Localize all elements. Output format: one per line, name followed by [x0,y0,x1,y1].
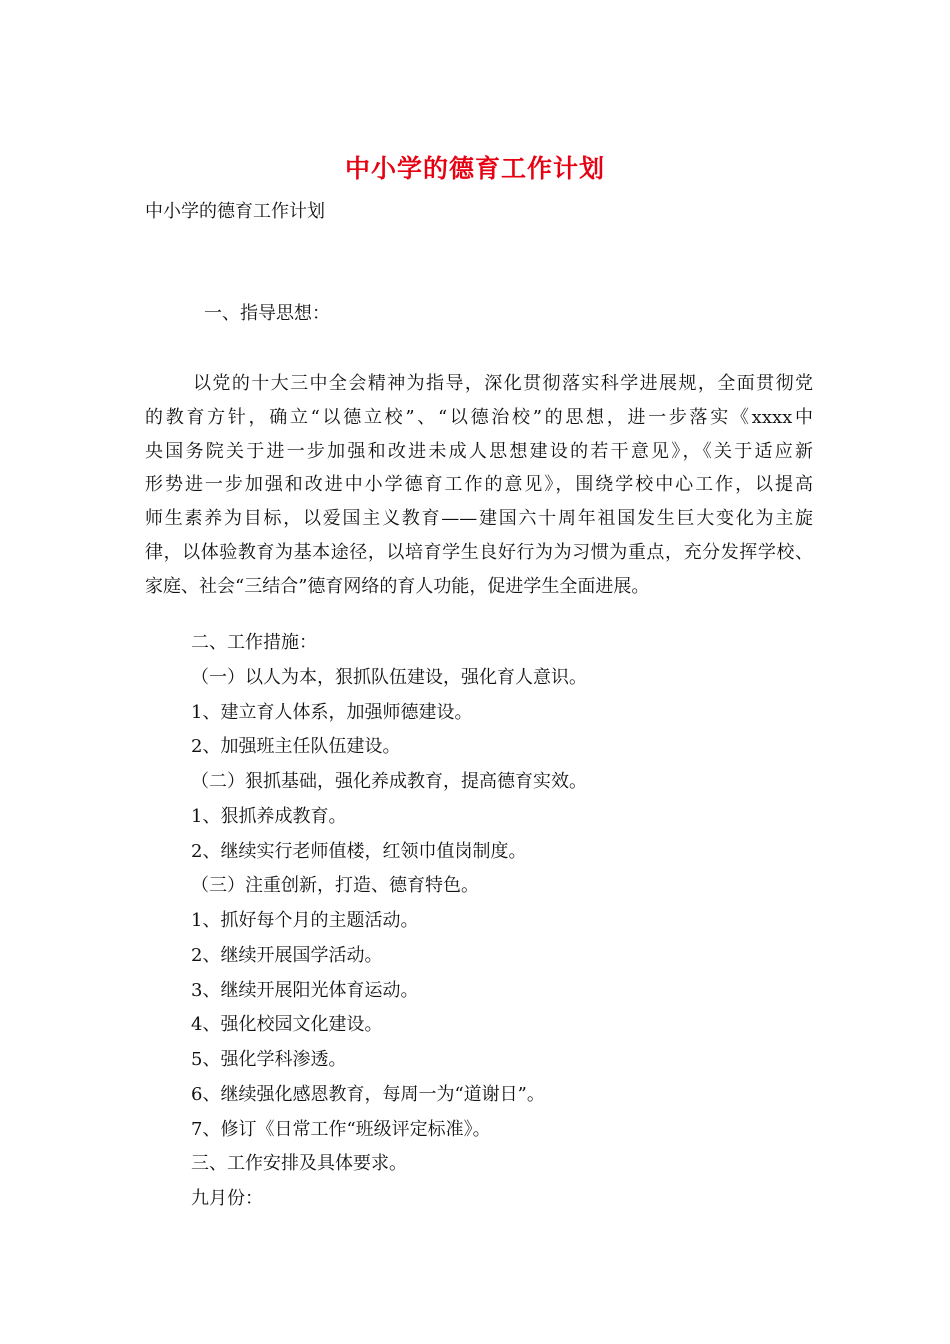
section-heading-work-measures: 二、工作措施： [191,632,317,653]
list-item: 2、继续开展国学活动。 [191,944,383,966]
paragraph-line: 形势进一步加强和改进中小学德育工作的意见》，围绕学校中心工作，以提高 [145,474,813,496]
paragraph-line: 央国务院关于进一步加强和改进未成人思想建设的若干意见》，《关于适应新 [145,440,813,462]
list-item: 6、继续强化感恩教育，每周一为“道谢日”。 [191,1083,545,1105]
section-heading-guiding-ideology: 一、指导思想： [204,303,330,324]
document-title: 中小学的德育工作计划 [344,154,605,183]
month-heading-september: 九月份： [191,1188,263,1209]
list-item: （三）注重创新，打造、德育特色。 [191,875,479,897]
paragraph-line: 以党的十大三中全会精神为指导，深化贯彻落实科学进展规，全面贯彻党 [193,373,813,394]
list-item: 3、继续开展阳光体育运动。 [191,979,419,1001]
list-item: 5、强化学科渗透。 [191,1049,347,1070]
paragraph-line: 的教育方针，确立“以德立校”、“以德治校”的思想，进一步落实《xxxx中 [145,406,813,428]
list-item: 7、修订《日常工作“班级评定标准》。 [191,1118,491,1140]
list-item: （二）狠抓基础，强化养成教育，提高德育实效。 [191,771,587,792]
list-item: 2、加强班主任队伍建设。 [191,736,401,758]
list-item: （一）以人为本，狠抓队伍建设，强化育人意识。 [191,666,587,688]
list-item: 1、狠抓养成教育。 [191,805,347,827]
section-heading-work-arrangement: 三、工作安排及具体要求。 [191,1153,407,1175]
paragraph-line: 家庭、社会“三结合”德育网络的育人功能，促进学生全面进展。 [145,575,650,597]
guiding-ideology-paragraph [145,367,813,604]
list-item: 1、抓好每个月的主题活动。 [191,910,419,931]
list-item: 4、强化校园文化建设。 [191,1014,383,1036]
list-item: 2、继续实行老师值楼，红领巾值岗制度。 [191,840,527,862]
paragraph-line: 律，以体验教育为基本途径，以培育学生良好行为为习惯为重点，充分发挥学校、 [145,541,813,563]
list-item: 1、建立育人体系，加强师德建设。 [191,701,473,723]
paragraph-line: 师生素养为目标，以爱国主义教育——建国六十周年祖国发生巨大变化为主旋 [145,508,813,530]
work-measures-list [191,626,587,1217]
document-subtitle: 中小学的德育工作计划 [145,201,325,222]
